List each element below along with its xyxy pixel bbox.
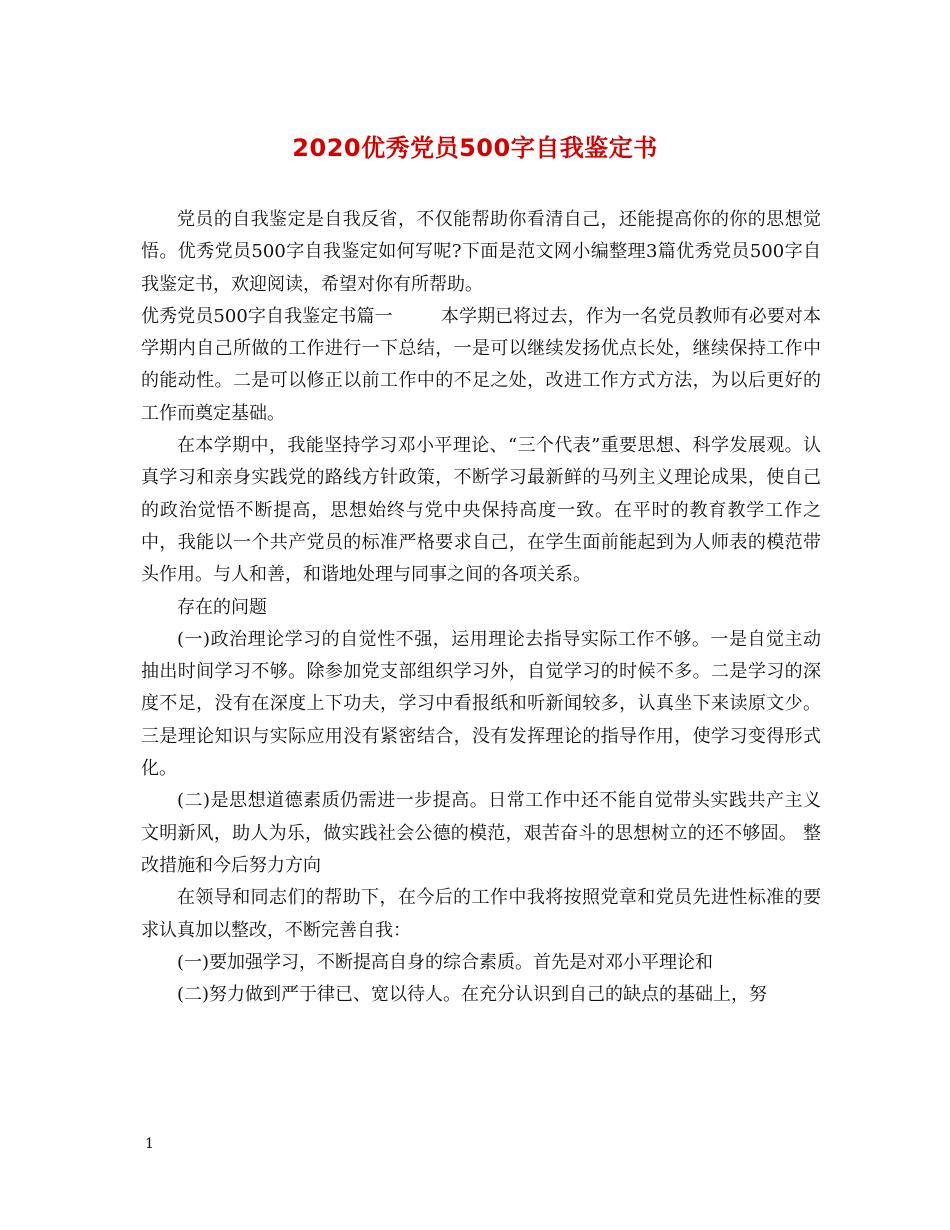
section-heading: 优秀党员500字自我鉴定书篇一 <box>141 305 393 327</box>
paragraph-study: 在本学期中，我能坚持学习邓小平理论、“三个代表”重要思想、科学发展观。认真学习和亲身实践党的路线方针政策，不断学习最新鲜的马列主义理论成果，使自己的政治觉悟不断提高，思想始终与党中央保持高度一致。在平时的教育教学工作之中，我能以一个共产党员的标准严格要求自己，在学生面前能起到为人师表的模范带头作用。与人和善，和谐地处理与同事之间的各项关系。 <box>141 435 821 586</box>
paragraph-section-one <box>141 301 821 430</box>
paragraph-improvement: 在领导和同志们的帮助下，在今后的工作中我将按照党章和党员先进性标准的要求认真加以整改，不断完善自我： <box>141 887 821 941</box>
paragraph-problem-two: (二)是思想道德素质仍需进一步提高。日常工作中还不能自觉带头实践共产主义文明新风，助人为乐，做实践社会公德的模范，艰苦奋斗的思想树立的还不够固。 整改措施和今后努力方向 <box>141 790 821 876</box>
document-title: 2020优秀党员500字自我鉴定书 <box>292 134 658 162</box>
paragraph-measure-one: (一)要加强学习，不断提高自身的综合素质。首先是对邓小平理论和 <box>177 951 714 973</box>
page-number: 1 <box>145 1136 154 1152</box>
paragraph-intro: 党员的自我鉴定是自我反省，不仅能帮助你看清自己，还能提高你的你的思想觉悟。优秀党员500字自我鉴定如何写呢?下面是范文网小编整理3篇优秀党员500字自我鉴定书，欢迎阅读，希望对你有所帮助。 <box>141 209 821 295</box>
paragraph-measure-two: (二)努力做到严于律已、宽以待人。在充分认识到自己的缺点的基础上，努 <box>177 984 768 1006</box>
document-body <box>141 204 821 1011</box>
section-text: 本学期已将过去，作为一名党员教师有必要对本学期内自己所做的工作进行一下总结，一是可以继续发扬优点长处，继续保持工作中的能动性。二是可以修正以前工作中的不足之处，改进工作方式方法，为以后更好的工作而奠定基础。 <box>141 305 821 424</box>
paragraph-problem-one: (一)政治理论学习的自觉性不强，运用理论去指导实际工作不够。一是自觉主动抽出时间学习不够。除参加党支部组织学习外，自觉学习的时候不多。二是学习的深度不足，没有在深度上下功夫，学习中看报纸和听新闻较多，认真坐下来读原文少。三是理论知识与实际应用没有紧密结合，没有发挥理论的指导作用，使学习变得形式化。 <box>141 628 821 780</box>
paragraph-problems-heading: 存在的问题 <box>177 596 267 618</box>
